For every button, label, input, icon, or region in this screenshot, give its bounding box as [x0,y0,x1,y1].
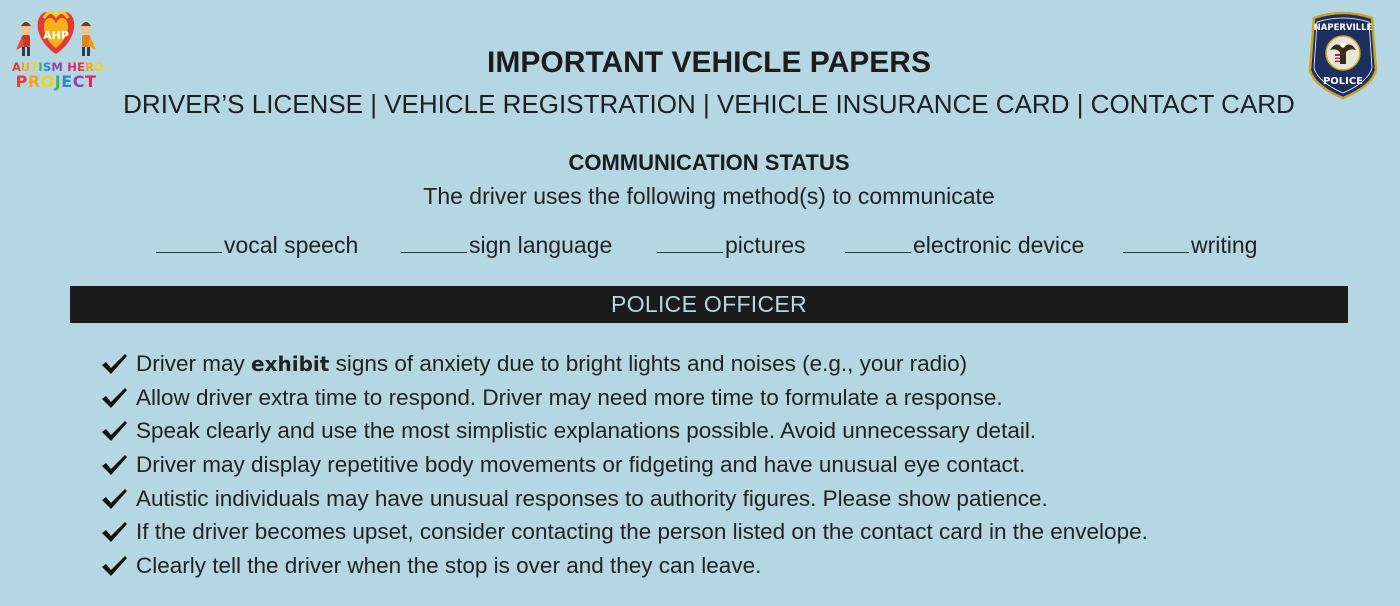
method-blank [1123,232,1189,253]
page-title: IMPORTANT VEHICLE PAPERS [487,46,931,79]
required-papers-list: DRIVER’S LICENSE | VEHICLE REGISTRATION | VEHICLE INSURANCE CARD | CONTACT CARD [123,89,1295,119]
ahp-mark: AHP [43,29,69,42]
checkmark-icon [100,386,128,410]
communication-status-heading: COMMUNICATION STATUS [568,150,850,175]
checkmark-icon [100,419,128,443]
checkmark-icon [100,520,128,544]
badge-top: NAPERVILLE [1313,23,1373,33]
checkmark-icon [100,352,128,376]
method-electronic-device [845,232,1084,259]
tip-item [100,515,1390,549]
tip-item [100,482,1390,516]
method-label: vocal speech [224,232,359,258]
method-sign-language [401,232,612,259]
tip-item [100,347,1390,381]
banner-label: POLICE OFFICER [611,291,807,317]
badge-bottom: POLICE [1322,76,1364,87]
tip-item [100,381,1390,415]
tip-text-emphasis: exhibit [251,352,330,376]
tip-text: Clearly tell the driver when the stop is over and they can leave. [136,553,762,579]
method-blank [156,232,222,253]
tip-item [100,549,1390,583]
tip-text: Allow driver extra time to respond. Driver may need more time to formulate a response. [136,384,1003,410]
officer-tips-list [100,347,1390,583]
tip-text-before: Driver may [136,351,252,376]
communication-subtitle: The driver uses the following method(s) to communicate [423,183,995,209]
method-label: electronic device [913,232,1085,258]
ahp-line1: AUTISM HERO [12,60,105,74]
tip-item [100,448,1390,482]
tip-text: If the driver becomes upset, consider contacting the person listed on the contact card in the envelope. [136,519,1148,545]
method-label: sign language [469,232,613,258]
tip-text: Driver may display repetitive body movements or fidgeting and have unusual eye contact. [136,452,1026,478]
ahp-line2: PROJECT [15,72,97,91]
tip-text: Speak clearly and use the most simplistic explanations possible. Avoid unnecessary detail. [136,418,1037,444]
tip-text-after: signs of anxiety due to bright lights and noises (e.g., your radio) [329,351,968,376]
checkmark-icon [100,453,128,477]
method-blank [401,232,467,253]
method-blank [657,232,723,253]
method-blank [845,232,911,253]
communication-methods [0,232,1400,262]
tip-text [136,347,967,382]
police-officer-banner [70,286,1348,323]
checkmark-icon [100,554,128,578]
method-label: writing [1191,232,1258,258]
tip-item [100,414,1390,448]
method-writing [1123,232,1257,259]
checkmark-icon [100,487,128,511]
method-vocal-speech [156,232,358,259]
method-pictures [657,232,806,259]
tip-text: Autistic individuals may have unusual responses to authority figures. Please show patience. [136,485,1048,511]
method-label: pictures [725,232,806,258]
